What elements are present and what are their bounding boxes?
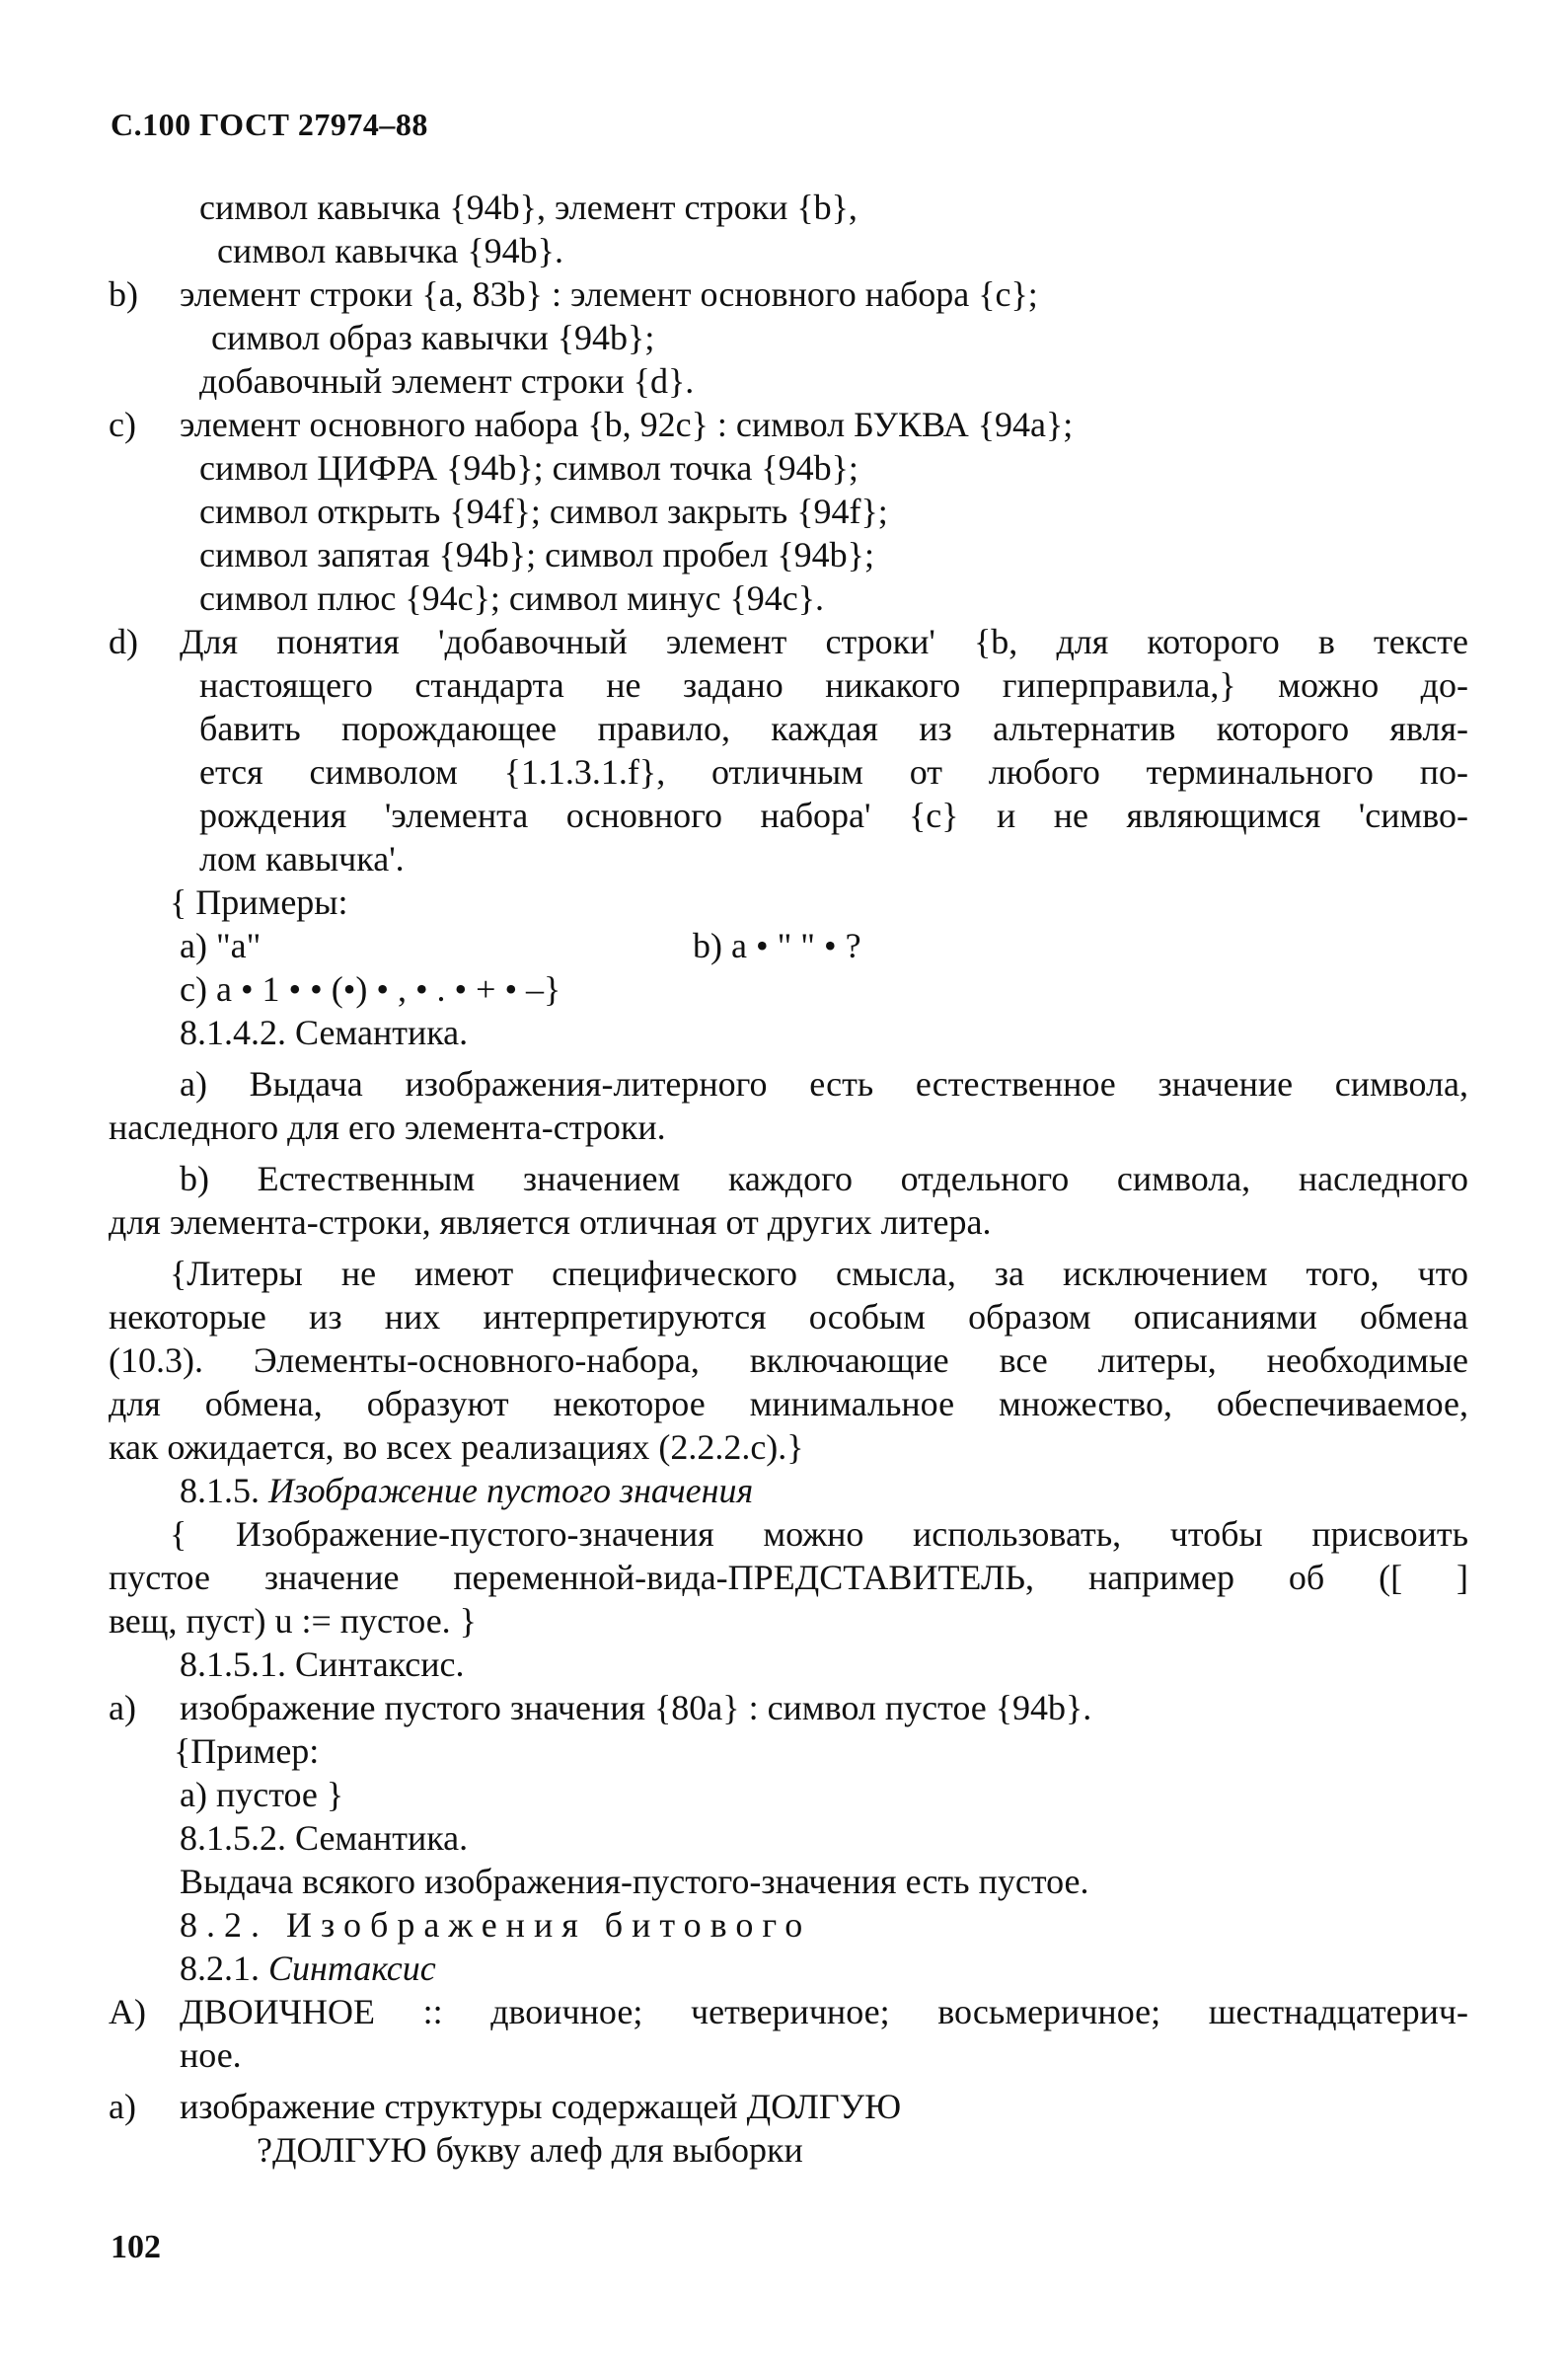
text-line: символ плюс {94c}; символ минус {94c}. <box>199 578 825 618</box>
paragraph-line: вещ, пуст) u := пустое. } <box>109 1601 477 1641</box>
item-text: Для понятия 'добавочный элемент строки' {b, для которого в тексте <box>180 622 1468 661</box>
item-b <box>109 272 1468 316</box>
paragraph-line: как ожидается, во всех реализациях (2.2.2.c).} <box>109 1427 804 1467</box>
item-c <box>109 403 1468 446</box>
paragraph-line: b) Естественным значением каждого отдельного символа, наследного <box>180 1159 1468 1198</box>
paragraph-line: для элемента-строки, является отличная от других литера. <box>109 1202 992 1242</box>
text-line: ?ДОЛГУЮ букву алеф для выборки <box>257 2130 803 2170</box>
paragraph-line: пустое значение переменной-вида-ПРЕДСТАВИТЕЛЬ, например об ([ ] <box>109 1558 1468 1597</box>
text-line: лом кавычка'. <box>199 839 405 879</box>
item-text: изображение пустого значения {80a} : символ пустое {94b}. <box>180 1688 1092 1727</box>
section-number: 8.2.1. <box>180 1949 260 1988</box>
text-line: символ образ кавычки {94b}; <box>211 318 655 357</box>
text-line: ное. <box>180 2035 242 2075</box>
paragraph-line: Выдача всякого изображения-пустого-значения есть пустое. <box>180 1862 1089 1901</box>
page-number: 102 <box>111 2229 161 2265</box>
rule-A <box>109 1990 1468 2033</box>
examples-row <box>109 924 1468 967</box>
example-b: b) a • " " • ? <box>693 926 861 965</box>
section-heading: 8.1.4.2. Семантика. <box>180 1013 469 1052</box>
item-label: d) <box>109 622 138 661</box>
section-heading: 8.1.5.1. Синтаксис. <box>180 1644 465 1684</box>
rule-a <box>109 2085 1468 2128</box>
text-line: ется символом {1.1.3.1.f}, отличным от любого терминального по- <box>199 752 1468 792</box>
section-heading-821 <box>109 1947 1468 1990</box>
text-line: настоящего стандарта не задано никакого гиперправила,} можно до- <box>199 665 1468 705</box>
paragraph-line: { Изображение-пустого-значения можно использовать, чтобы присвоить <box>170 1514 1468 1554</box>
paragraph-line: {Литеры не имеют специфического смысла, за исключением того, что <box>170 1254 1468 1293</box>
paragraph-line: a) Выдача изображения-литерного есть естественное значение символа, <box>180 1064 1468 1104</box>
paragraph-line: наследного для его элемента-строки. <box>109 1108 666 1147</box>
item-label: A) <box>109 1992 146 2031</box>
section-heading-815 <box>109 1469 1468 1512</box>
text-line: бавить порождающее правило, каждая из альтернатив которого явля- <box>199 709 1468 748</box>
paragraph-line: некоторые из них интерпретируются особым образом описаниями обмена <box>109 1297 1468 1337</box>
example-heading: {Пример: <box>174 1731 320 1771</box>
text-line: добавочный элемент строки {d}. <box>199 361 695 401</box>
text-line: символ ЦИФРА {94b}; символ точка {94b}; <box>199 448 859 488</box>
section-heading-82: 8.2. Изображения битового <box>180 1905 812 1945</box>
example-a: a) пустое } <box>180 1775 344 1814</box>
section-number: 8.1.5. <box>180 1471 260 1510</box>
text-line: символ открыть {94f}; символ закрыть {94f}; <box>199 492 888 531</box>
example-c: c) a • 1 • • (•) • , • . • + • –} <box>180 969 561 1009</box>
paragraph-line: для обмена, образуют некоторое минимальное множество, обеспечиваемое, <box>109 1384 1468 1423</box>
item-a <box>109 1686 1468 1729</box>
section-title: Синтаксис <box>268 1949 436 1988</box>
item-d <box>109 620 1468 663</box>
item-text: изображение структуры содержащей ДОЛГУЮ <box>180 2087 902 2126</box>
item-text: элемент основного набора {b, 92c} : символ БУКВА {94a}; <box>180 405 1074 444</box>
item-label: a) <box>109 2087 136 2126</box>
text-line: символ кавычка {94b}. <box>217 231 563 270</box>
item-text: ДВОИЧНОЕ :: двоичное; четверичное; восьмеричное; шестнадцатерич- <box>180 1992 1468 2031</box>
paragraph-line: (10.3). Элементы-основного-набора, включающие все литеры, необходимые <box>109 1340 1468 1380</box>
text-line: символ запятая {94b}; символ пробел {94b}; <box>199 535 874 574</box>
section-title: Изображение пустого значения <box>268 1471 754 1510</box>
item-label: c) <box>109 405 136 444</box>
text-line: символ кавычка {94b}, элемент строки {b}, <box>199 188 858 227</box>
text-line: рождения 'элемента основного набора' {c} и не являющимся 'симво- <box>199 796 1468 835</box>
examples-heading: { Примеры: <box>170 882 348 922</box>
page-body <box>109 186 1468 2172</box>
item-label: b) <box>109 274 138 314</box>
example-a: a) "a" <box>180 926 261 965</box>
section-heading: 8.1.5.2. Семантика. <box>180 1818 469 1858</box>
page-header: С.100 ГОСТ 27974–88 <box>111 107 428 142</box>
item-text: элемент строки {a, 83b} : элемент основного набора {c}; <box>180 274 1038 314</box>
item-label: a) <box>109 1688 136 1727</box>
